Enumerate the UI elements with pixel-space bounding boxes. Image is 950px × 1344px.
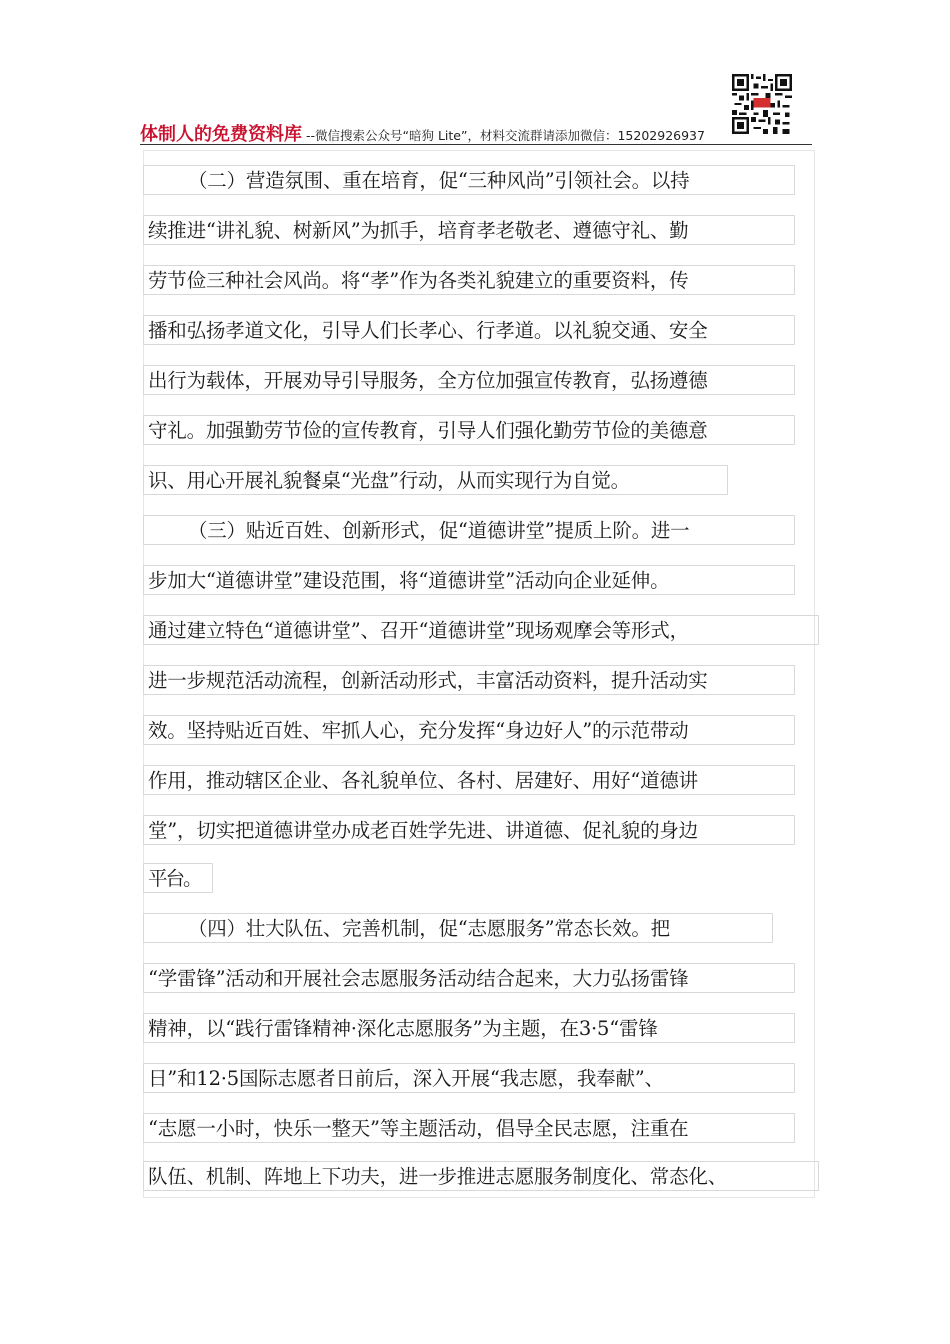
paragraph-line: 识、用心开展礼貌餐桌“光盘”行动，从而实现行为自觉。 bbox=[143, 465, 728, 495]
paragraph-line: 通过建立特色“道德讲堂”、召开“道德讲堂”现场观摩会等形式， bbox=[143, 615, 819, 645]
page-header bbox=[140, 120, 812, 144]
paragraph-line: 续推进“讲礼貌、树新风”为抓手，培育孝老敬老、遵德守礼、勤 bbox=[143, 215, 795, 245]
paragraph-line: “志愿一小时，快乐一整天”等主题活动，倡导全民志愿，注重在 bbox=[143, 1113, 795, 1143]
qr-code-icon bbox=[732, 74, 792, 134]
paragraph-line: 队伍、机制、阵地上下功夫，进一步推进志愿服务制度化、常态化、 bbox=[143, 1161, 819, 1191]
paragraph-line: 堂”，切实把道德讲堂办成老百姓学先进、讲道德、促礼貌的身边 bbox=[143, 815, 795, 845]
paragraph-line: 进一步规范活动流程，创新活动形式，丰富活动资料，提升活动实 bbox=[143, 665, 795, 695]
paragraph-line: 平台。 bbox=[143, 863, 213, 893]
paragraph-line: （四）壮大队伍、完善机制，促“志愿服务”常态长效。把 bbox=[143, 913, 773, 943]
paragraph-line: 出行为载体，开展劝导引导服务，全方位加强宣传教育，弘扬遵德 bbox=[143, 365, 795, 395]
paragraph-line: 步加大“道德讲堂”建设范围，将“道德讲堂”活动向企业延伸。 bbox=[143, 565, 795, 595]
paragraph-line: 守礼。加强勤劳节俭的宣传教育，引导人们强化勤劳节俭的美德意 bbox=[143, 415, 795, 445]
paragraph-line: 播和弘扬孝道文化，引导人们长孝心、行孝道。以礼貌交通、安全 bbox=[143, 315, 795, 345]
paragraph-line: （三）贴近百姓、创新形式，促“道德讲堂”提质上阶。进一 bbox=[143, 515, 795, 545]
header-tagline: --微信搜索公众号“暗狗 Lite”，材料交流群请添加微信：15202926937 bbox=[306, 128, 705, 143]
paragraph-line: 日”和12·5国际志愿者日前后，深入开展“我志愿，我奉献”、 bbox=[143, 1063, 795, 1093]
paragraph-line: 劳节俭三种社会风尚。将“孝”作为各类礼貌建立的重要资料，传 bbox=[143, 265, 795, 295]
paragraph-line: 作用，推动辖区企业、各礼貌单位、各村、居建好、用好“道德讲 bbox=[143, 765, 795, 795]
paragraph-line: 效。坚持贴近百姓、牢抓人心，充分发挥“身边好人”的示范带动 bbox=[143, 715, 795, 745]
paragraph-line: “学雷锋”活动和开展社会志愿服务活动结合起来，大力弘扬雷锋 bbox=[143, 963, 795, 993]
paragraph-line: （二）营造氛围、重在培育，促“三种风尚”引领社会。以持 bbox=[143, 165, 795, 195]
paragraph-line: 精神，以“践行雷锋精神·深化志愿服务”为主题，在3·5“雷锋 bbox=[143, 1013, 795, 1043]
header-rule bbox=[140, 144, 812, 145]
brand-title: 体制人的免费资料库 bbox=[140, 124, 302, 145]
